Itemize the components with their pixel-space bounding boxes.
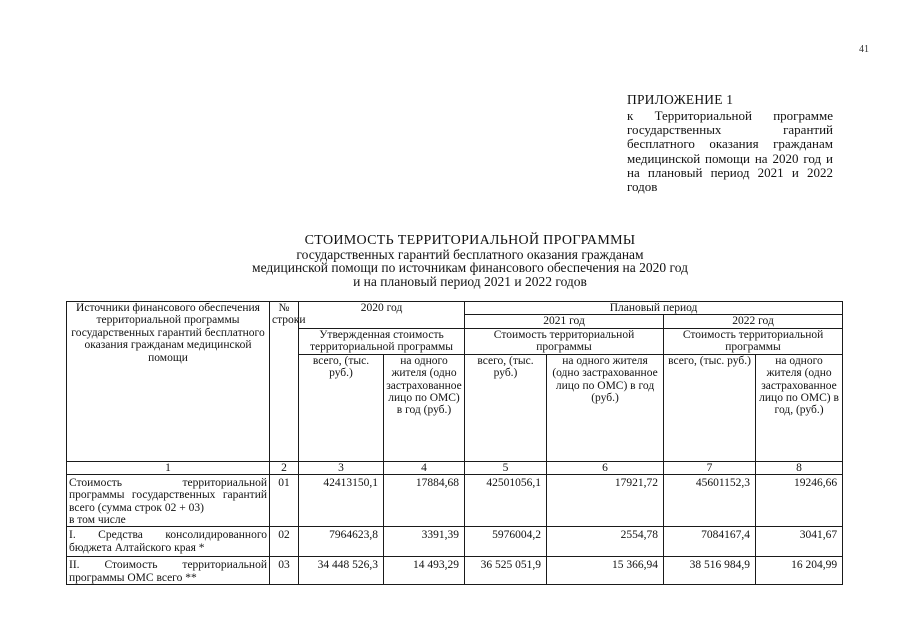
row-per-capita-2021: 17921,72 — [547, 474, 664, 527]
row-per-capita-2020: 3391,39 — [384, 527, 465, 557]
table-row — [67, 557, 843, 585]
header-source: Источники финансового обеспечения территориальной программы государственных гарантий бесплатного оказания гражданам медицинской помощи — [67, 302, 270, 462]
row-code: 01 — [270, 474, 299, 527]
header-row-number: № строки — [270, 302, 299, 462]
column-number-row — [67, 461, 843, 474]
row-total-2021: 36 525 051,9 — [465, 557, 547, 585]
row-per-capita-2022: 19246,66 — [756, 474, 843, 527]
row-total-2020: 7964623,8 — [299, 527, 384, 557]
row-per-capita-2020: 14 493,29 — [384, 557, 465, 585]
document-title-line-4: и на плановый период 2021 и 2022 годов — [353, 273, 587, 289]
column-number: 6 — [547, 461, 664, 474]
header-per-capita-2022: на одного жителя (одно застрахованное лицо по ОМС) в год, (руб.) — [756, 354, 843, 461]
column-number: 1 — [67, 461, 270, 474]
row-sublabel: в том числе — [69, 514, 126, 527]
appendix-title: ПРИЛОЖЕНИЕ 1 — [627, 92, 734, 107]
column-number: 5 — [465, 461, 547, 474]
header-cost-2021: Стоимость территориальной программы — [465, 328, 664, 354]
document-title-line-2: государственных гарантий бесплатного оказания гражданам — [296, 246, 644, 262]
column-number: 7 — [664, 461, 756, 474]
header-year-2021: 2021 год — [465, 315, 664, 328]
header-total-2022: всего, (тыс. руб.) — [664, 354, 756, 461]
row-total-2022: 38 516 984,9 — [664, 557, 756, 585]
row-total-2020: 34 448 526,3 — [299, 557, 384, 585]
row-label-text: Стоимость территориальной программы государственных гарантий всего (сумма строк 02 + 03) — [69, 476, 267, 514]
header-approved-cost: Утвержденная стоимость территориальной программы — [299, 328, 465, 354]
row-per-capita-2021: 2554,78 — [547, 527, 664, 557]
row-label: I. Средства консолидированного бюджета Алтайского края * — [67, 527, 270, 557]
row-label: II. Стоимость территориальной программы ОМС всего ** — [67, 557, 270, 585]
row-label — [67, 474, 270, 527]
row-per-capita-2020: 17884,68 — [384, 474, 465, 527]
table-row — [67, 527, 843, 557]
header-total-2021: всего, (тыс. руб.) — [465, 354, 547, 461]
document-title — [160, 234, 780, 288]
column-number: 2 — [270, 461, 299, 474]
row-total-2021: 42501056,1 — [465, 474, 547, 527]
row-code: 02 — [270, 527, 299, 557]
row-per-capita-2022: 3041,67 — [756, 527, 843, 557]
row-total-2022: 45601152,3 — [664, 474, 756, 527]
document-title-line-1: СТОИМОСТЬ ТЕРРИТОРИАЛЬНОЙ ПРОГРАММЫ — [304, 233, 636, 248]
row-per-capita-2021: 15 366,94 — [547, 557, 664, 585]
column-number: 3 — [299, 461, 384, 474]
header-total-2020: всего, (тыс. руб.) — [299, 354, 384, 461]
header-year-2022: 2022 год — [664, 315, 843, 328]
header-year-2020: 2020 год — [299, 302, 465, 329]
document-title-line-3: медицинской помощи по источникам финансового обеспечения на 2020 год — [252, 260, 688, 275]
row-total-2022: 7084167,4 — [664, 527, 756, 557]
cost-table — [66, 301, 843, 585]
header-per-capita-2020: на одного жителя (одно застрахованное лицо по ОМС) в год (руб.) — [384, 354, 465, 461]
row-code: 03 — [270, 557, 299, 585]
row-total-2021: 5976004,2 — [465, 527, 547, 557]
column-number: 4 — [384, 461, 465, 474]
table-row — [67, 474, 843, 527]
header-per-capita-2021: на одного жителя (одно застрахованное лицо по ОМС) в год (руб.) — [547, 354, 664, 461]
appendix-text: к Территориальной программе государственных гарантий бесплатного оказания гражданам медицинской помощи на 2020 год и на плановый период 2021 и 2022 годов — [627, 108, 833, 195]
page-number: 41 — [859, 44, 869, 55]
header-planned-period: Плановый период — [465, 302, 843, 315]
header-cost-2022: Стоимость территориальной программы — [664, 328, 843, 354]
row-per-capita-2022: 16 204,99 — [756, 557, 843, 585]
column-number: 8 — [756, 461, 843, 474]
row-total-2020: 42413150,1 — [299, 474, 384, 527]
